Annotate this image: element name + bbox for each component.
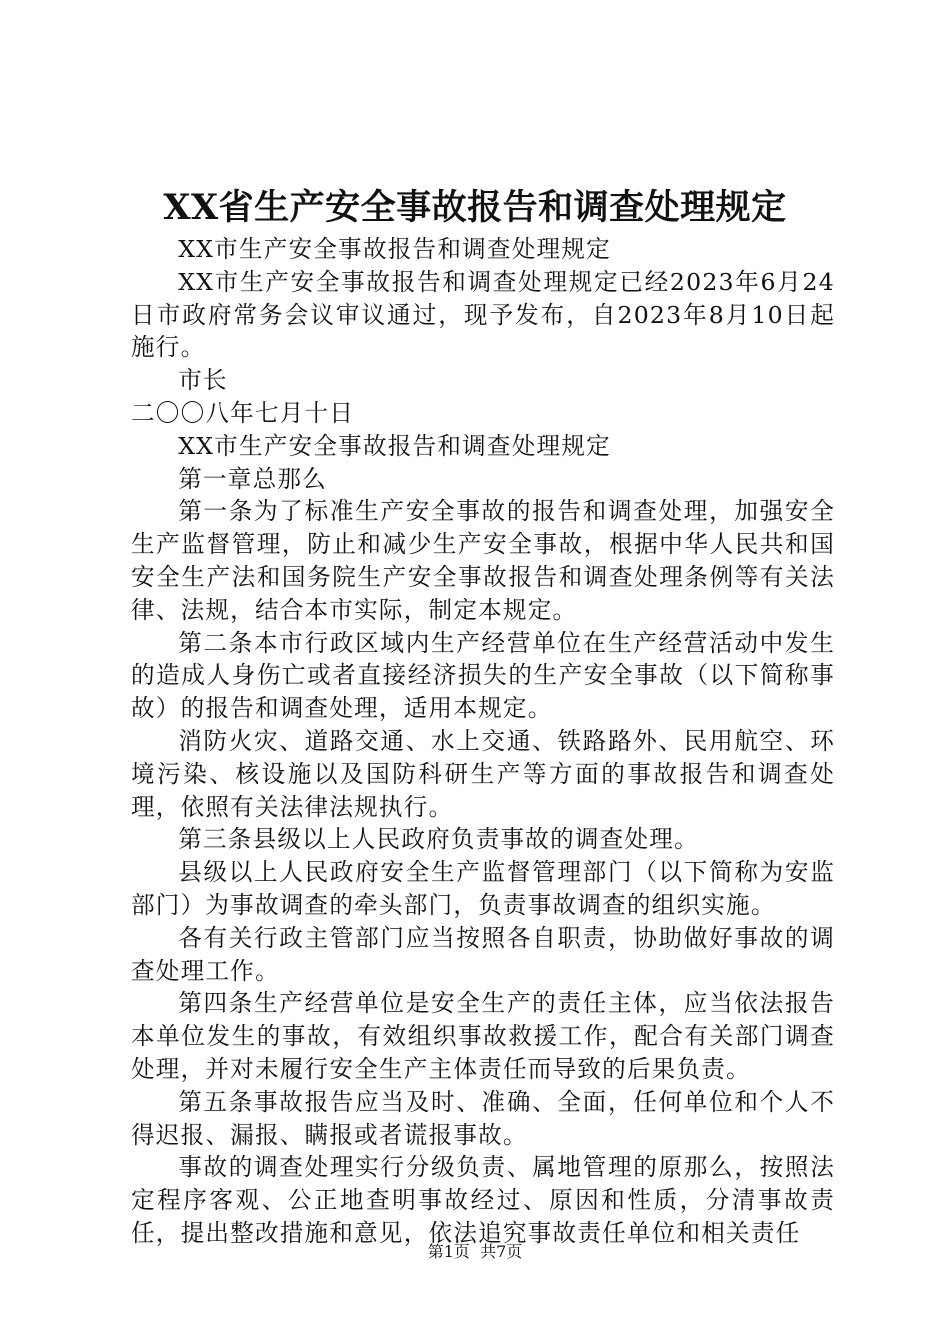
paragraph-article-5-principles: 事故的调查处理实行分级负责、属地管理的原那么，按照法定程序客观、公正地查明事故经过、原因和性质，分清事故责任，提出整改措施和意见，依法追究事故责任单位和相关责任 (131, 1153, 835, 1247)
paragraph-article-3: 第三条县级以上人民政府负责事故的调查处理。 (178, 825, 699, 854)
paragraph-article-3-lead-dept: 县级以上人民政府安全生产监督管理部门（以下简称为安监部门）为事故调查的牵头部门，负责事故调查的组织实施。 (131, 858, 835, 919)
document-body (131, 233, 835, 1250)
paragraph-signer: 市长 (178, 366, 228, 395)
paragraph-subtitle: XX市生产安全事故报告和调查处理规定 (178, 235, 611, 263)
paragraph-article-1: 第一条为了标准生产安全事故的报告和调查处理，加强安全生产监督管理，防止和减少生产安全事故，根据中华人民共和国安全生产法和国务院生产安全事故报告和调查处理条例等有关法律、法规，结合本市实际，制定本规定。 (131, 497, 835, 624)
paragraph-article-2-exceptions: 消防火灾、道路交通、水上交通、铁路路外、民用航空、环境污染、核设施以及国防科研生产等方面的事故报告和调查处理，依照有关法律法规执行。 (131, 726, 835, 821)
paragraph-date: 二〇〇八年七月十日 (131, 398, 355, 427)
paragraph-article-5: 第五条事故报告应当及时、准确、全面，任何单位和个人不得迟报、漏报、瞒报或者谎报事故。 (131, 1087, 835, 1149)
document-title: XX省生产安全事故报告和调查处理规定 (163, 187, 787, 228)
paragraph-chapter-heading: 第一章总那么 (178, 464, 327, 493)
paragraph-article-2: 第二条本市行政区域内生产经营单位在生产经营活动中发生的造成人身伤亡或者直接经济损失的生产安全事故（以下简称事故）的报告和调查处理，适用本规定。 (131, 628, 835, 723)
paragraph-article-4: 第四条生产经营单位是安全生产的责任主体，应当依法报告本单位发生的事故，有效组织事故救援工作，配合有关部门调查处理，并对未履行安全生产主体责任而导致的后果负责。 (131, 989, 835, 1083)
paragraph-regulation-title: XX市生产安全事故报告和调查处理规定 (178, 431, 611, 460)
page-total: 共7页 (480, 1242, 523, 1261)
page-number: 第1页 (427, 1242, 470, 1261)
paragraph-article-3-assist: 各有关行政主管部门应当按照各自职责，协助做好事故的调查处理工作。 (131, 923, 835, 985)
page-footer (0, 1240, 950, 1264)
paragraph-announcement: XX市生产安全事故报告和调查处理规定已经2023年6月24日市政府常务会议审议通过，现予发布，自2023年8月10日起施行。 (131, 267, 835, 362)
